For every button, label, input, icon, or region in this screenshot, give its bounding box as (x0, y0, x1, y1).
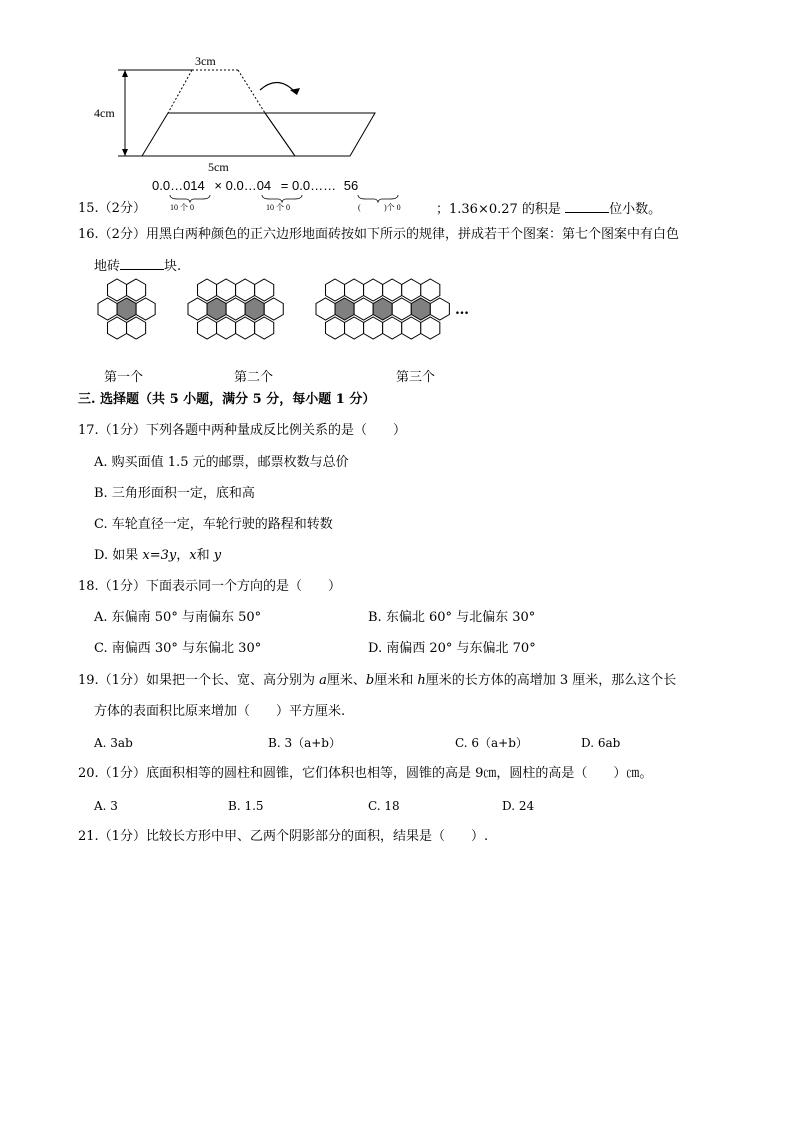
white-hex-tile (217, 317, 236, 339)
q19-line1-a: 19.（1分）如果把一个长、宽、高分别为 (78, 673, 320, 688)
q15-number: 15.（2分） (78, 201, 146, 216)
q15-text (436, 200, 661, 219)
decimal-part1: 0.0 (152, 178, 171, 193)
q18-option-d[interactable]: D. 南偏西 20° 与东偏北 70° (368, 641, 536, 656)
brace1-label: 10 个 0 (170, 203, 194, 212)
q16-line2-start: 地砖 (94, 259, 121, 274)
hex-ellipsis: … (455, 302, 469, 318)
white-hex-tile (198, 279, 217, 301)
q15-answer-blank[interactable] (565, 200, 609, 213)
q16-line2-end: 块. (164, 259, 182, 274)
decimal-part1-tail: 014 (183, 178, 205, 193)
q18-stem: 18.（1分）下面表示同一个方向的是（ ） (78, 579, 341, 594)
trapezoid-figure (90, 50, 390, 180)
q17-option-c[interactable]: C. 车轮直径一定，车轮行驶的路程和转数 (94, 517, 333, 532)
section3-title: 三. 选择题（共 5 小题，满分 5 分，每小题 1 分） (78, 392, 376, 407)
q16-answer-blank[interactable] (120, 257, 164, 270)
q19-line1-d: 厘米的长方体的高增加 3 厘米，那么这个长 (425, 673, 677, 688)
q19-option-a[interactable]: A. 3ab (94, 736, 133, 750)
white-hex-tile (98, 298, 117, 320)
trapezoid-base-label: 5cm (208, 160, 229, 174)
q17-option-d-x: x (189, 548, 197, 563)
decimal-part1-dots: … (170, 178, 184, 193)
q17-option-d[interactable] (94, 547, 221, 565)
white-hex-tile (354, 298, 373, 320)
q19-option-d[interactable]: D. 6ab (581, 736, 621, 750)
q18-option-a[interactable]: A. 东偏南 50° 与南偏东 50° (94, 610, 262, 625)
white-hex-tile (326, 279, 345, 301)
q19-option-b[interactable]: B. 3（a+b） (268, 736, 341, 750)
q20-option-b[interactable]: B. 1.5 (228, 799, 264, 813)
decimal-part3-tail: 56 (343, 178, 359, 193)
white-hex-tile (264, 298, 283, 320)
black-hex-tile (245, 298, 264, 320)
white-hex-tile (127, 317, 146, 339)
white-hex-tile (108, 279, 127, 301)
q17-option-d-y: y (213, 548, 222, 563)
white-hex-tile (236, 317, 255, 339)
white-hex-tile (108, 317, 127, 339)
q21-stem: 21.（1分）比较长方形中甲、乙两个阴影部分的面积，结果是（ ）. (78, 829, 489, 844)
trapezoid-height-label: 4cm (94, 106, 115, 120)
white-hex-tile (326, 317, 345, 339)
black-hex-tile (373, 298, 392, 320)
brace3-open: ( (358, 203, 361, 212)
white-hex-tile (316, 298, 335, 320)
white-hex-tile (421, 279, 440, 301)
q20-option-d[interactable]: D. 24 (502, 799, 535, 813)
q16-line2 (94, 257, 181, 276)
white-hex-tile (198, 317, 217, 339)
q15-text-after: ；1.36×0.27 的积是 (436, 202, 561, 217)
q17-option-d-mid: ， (176, 548, 190, 563)
q18-option-b[interactable]: B. 东偏北 60° 与北偏东 30° (368, 610, 536, 625)
q17-option-d-and: 和 (196, 548, 214, 563)
q19-option-c[interactable]: C. 6（a+b） (455, 736, 528, 750)
decimal-part3: 0.0 (292, 178, 311, 193)
decimal-expression (152, 178, 358, 193)
trapezoid-top-label: 3cm (195, 54, 216, 68)
black-hex-tile (117, 298, 136, 320)
equals-sign: = (280, 178, 289, 193)
times-sign: × (214, 178, 222, 193)
black-hex-tile (411, 298, 430, 320)
q20-stem: 20.（1分）底面积相等的圆柱和圆锥，它们体积也相等，圆锥的高是 9㎝，圆柱的高是（ ）㎝。 (78, 766, 653, 781)
white-hex-tile (383, 317, 402, 339)
q19-line2: 方体的表面积比原来增加（ ）平方厘米. (94, 704, 346, 719)
white-hex-tile (217, 279, 236, 301)
white-hex-tile (226, 298, 245, 320)
white-hex-tile (402, 317, 421, 339)
q16-line1: 16.（2分）用黑白两种颜色的正六边形地面砖按如下所示的规律，拼成若干个图案：第七个图案中有白色 (78, 227, 679, 242)
caption-second: 第二个 (234, 370, 274, 385)
q18-option-c[interactable]: C. 南偏西 30° 与东偏北 30° (94, 641, 262, 656)
caption-first: 第一个 (104, 370, 144, 385)
q17-stem: 17.（1分）下列各题中两种量成反比例关系的是（ ） (78, 423, 406, 438)
black-hex-tile (335, 298, 354, 320)
white-hex-tile (127, 279, 146, 301)
q19-var-h: h (417, 673, 426, 688)
q17-option-a[interactable]: A. 购买面值 1.5 元的邮票，邮票枚数与总价 (94, 455, 349, 470)
white-hex-tile (364, 279, 383, 301)
white-hex-tile (345, 279, 364, 301)
black-hex-tile (207, 298, 226, 320)
q15-text-end: 位小数。 (609, 202, 662, 217)
white-hex-tile (136, 298, 155, 320)
white-hex-tile (236, 279, 255, 301)
q17-option-d-prefix: D. 如果 (94, 548, 143, 563)
hexagon-patterns (90, 278, 480, 340)
decimal-part2: 0.0 (225, 178, 244, 193)
white-hex-tile (402, 279, 421, 301)
white-hex-tile (255, 279, 274, 301)
q20-option-a[interactable]: A. 3 (94, 799, 118, 813)
q19-var-a: a (319, 673, 327, 688)
decimal-braces (160, 193, 420, 213)
q19-var-b: b (365, 673, 375, 688)
q19-line1-b: 厘米、 (326, 673, 366, 688)
white-hex-tile (392, 298, 411, 320)
q19-line1 (78, 672, 676, 690)
decimal-part3-dots: …… (310, 178, 337, 193)
q17-option-d-formula: x=3y (142, 548, 177, 563)
white-hex-tile (255, 317, 274, 339)
q19-line1-c: 厘米和 (374, 673, 418, 688)
decimal-part2-tail: 04 (256, 178, 272, 193)
caption-third: 第三个 (396, 370, 436, 385)
white-hex-tile (364, 317, 383, 339)
brace2-label: 10 个 0 (266, 203, 290, 212)
white-hex-tile (188, 298, 207, 320)
q20-option-c[interactable]: C. 18 (368, 799, 400, 813)
white-hex-tile (383, 279, 402, 301)
decimal-part2-dots: … (243, 178, 257, 193)
white-hex-tile (430, 298, 449, 320)
brace3-close: )个 0 (384, 203, 401, 212)
white-hex-tile (345, 317, 364, 339)
q17-option-b[interactable]: B. 三角形面积一定，底和高 (94, 486, 255, 501)
white-hex-tile (421, 317, 440, 339)
